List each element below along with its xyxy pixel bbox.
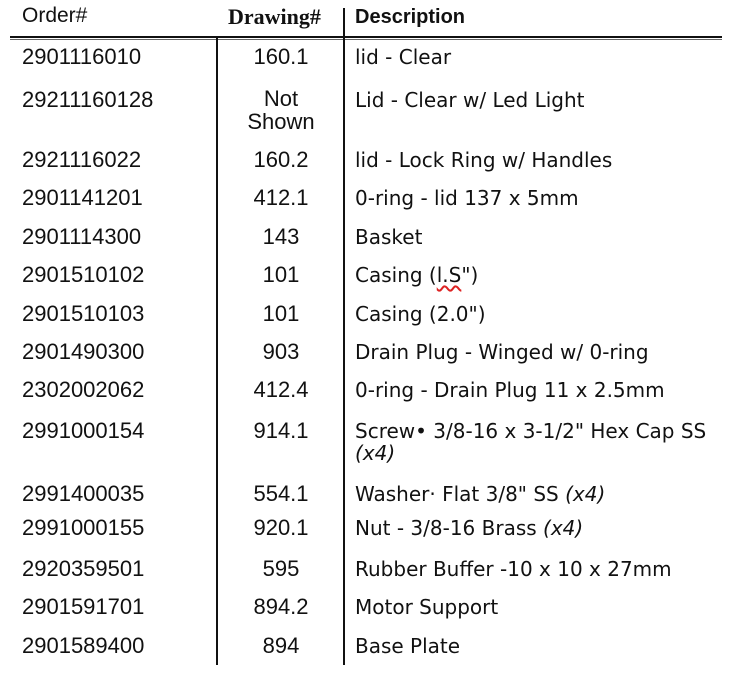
order-cell: 2901141201 <box>22 185 143 210</box>
order-cell: 2921116022 <box>22 147 142 172</box>
drawing-cell: 894.2 <box>253 594 309 619</box>
description-text: Washer· Flat 3/8" SS <box>355 482 566 506</box>
header-rule-shadow <box>10 39 722 40</box>
drawing-cell: Not <box>263 86 299 111</box>
description-cell: 0-ring - lid 137 x 5mm <box>355 186 579 210</box>
quantity-text: (x4) <box>355 441 396 465</box>
description-cell <box>355 482 605 506</box>
spellcheck-mark: l.S <box>436 263 462 287</box>
description-cell: Lid - Clear w/ Led Light <box>355 88 585 112</box>
description-multiplier <box>355 441 395 465</box>
drawing-cell: 914.1 <box>253 418 309 443</box>
header-order: Order# <box>22 4 88 27</box>
order-cell: 2920359501 <box>22 556 145 581</box>
header-rule <box>10 36 722 38</box>
order-cell: 29211160128 <box>22 87 154 112</box>
drawing-cell: 903 <box>262 339 300 364</box>
description-cell: Motor Support <box>355 595 499 619</box>
description-cell: 0-ring - Drain Plug 11 x 2.5mm <box>355 378 665 402</box>
order-cell: 2901116010 <box>22 44 142 69</box>
drawing-cell-line2: Shown <box>247 109 315 134</box>
quantity-text: (x4) <box>543 516 584 540</box>
drawing-cell: 412.1 <box>253 185 309 210</box>
header-description: Description <box>355 6 466 28</box>
description-text-end: ") <box>461 263 479 287</box>
description-cell: lid - Lock Ring w/ Handles <box>355 148 613 172</box>
description-cell <box>355 263 478 287</box>
description-cell: Rubber Buffer -10 x 10 x 27mm <box>355 557 672 581</box>
drawing-cell: 554.1 <box>253 481 309 506</box>
description-cell: Casing (2.0") <box>355 302 486 326</box>
header-drawing: Drawing# <box>228 4 321 29</box>
drawing-cell: 920.1 <box>253 515 309 540</box>
order-cell: 2901510103 <box>22 301 145 326</box>
order-cell: 2991400035 <box>22 481 145 506</box>
description-cell: Screw• 3/8-16 x 3-1/2" Hex Cap SS <box>355 419 707 443</box>
description-cell: lid - Clear <box>355 45 452 69</box>
drawing-cell: 412.4 <box>253 377 309 402</box>
drawing-cell: 101 <box>262 262 300 287</box>
drawing-cell: 595 <box>262 556 300 581</box>
order-cell: 2991000155 <box>22 515 145 540</box>
description-text: Nut - 3/8-16 Brass <box>355 516 544 540</box>
drawing-cell: 143 <box>262 224 300 249</box>
drawing-cell: 160.1 <box>253 44 309 69</box>
description-text: Casing ( <box>355 263 437 287</box>
order-cell: 2901589400 <box>22 633 145 658</box>
description-cell: Drain Plug - Winged w/ 0-ring <box>355 340 649 364</box>
order-cell: 2901490300 <box>22 339 145 364</box>
order-cell: 2901591701 <box>22 594 145 619</box>
order-cell: 2901114300 <box>22 224 142 249</box>
order-cell: 2991000154 <box>22 418 145 443</box>
order-cell: 2302002062 <box>22 377 145 402</box>
quantity-text: (x4) <box>565 482 606 506</box>
drawing-cell: 894 <box>262 633 300 658</box>
drawing-cell: 160.2 <box>253 147 309 172</box>
description-cell: Base Plate <box>355 634 461 658</box>
drawing-cell: 101 <box>262 301 300 326</box>
description-cell <box>355 516 583 540</box>
order-cell: 2901510102 <box>22 262 145 287</box>
description-cell: Basket <box>355 225 423 249</box>
